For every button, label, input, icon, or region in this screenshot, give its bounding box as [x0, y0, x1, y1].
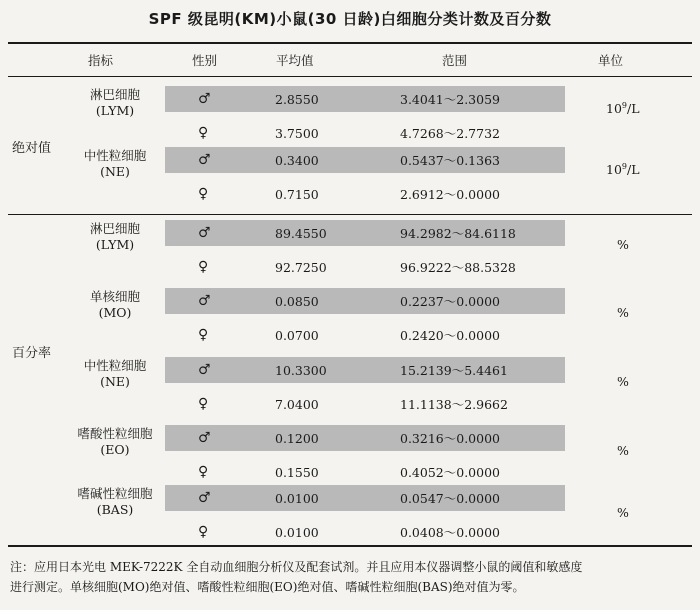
female-symbol: ♀: [198, 396, 209, 412]
male-range: 0.2237～0.0000: [400, 294, 500, 309]
female-mean: 0.0100: [275, 525, 319, 540]
female-symbol: ♀: [198, 327, 209, 343]
cell-abbr: (LYM): [95, 103, 135, 118]
female-range: 4.7268～2.7732: [400, 126, 500, 141]
male-range: 94.2982～84.6118: [400, 226, 516, 241]
unit-base: 10: [606, 101, 622, 116]
male-mean: 0.3400: [275, 153, 319, 168]
cell-abbr: (NE): [100, 374, 130, 389]
cell-name: 嗜碱性粒细胞: [77, 486, 153, 501]
female-mean: 92.7250: [275, 260, 327, 275]
group-percentage: 百分率: [12, 346, 52, 361]
cell-name: 淋巴细胞: [89, 87, 140, 102]
unit-label: %: [617, 505, 629, 520]
female-range: 11.1138～2.9662: [400, 397, 508, 412]
unit-label: %: [617, 374, 629, 389]
male-row-band: [165, 86, 565, 112]
male-range: 15.2139～5.4461: [400, 363, 508, 378]
female-range: 2.6912～0.0000: [400, 187, 500, 202]
male-symbol: ♂: [198, 362, 211, 378]
header-unit: 单位: [598, 53, 624, 68]
footnote-line-2: 进行测定。单核细胞(MO)绝对值、嗜酸性粒细胞(EO)绝对值、嗜碱性粒细胞(BAS)绝对值为零。: [10, 580, 525, 594]
female-symbol: ♀: [198, 125, 209, 141]
cell-abbr: (LYM): [95, 237, 135, 252]
header-mean: 平均值: [276, 53, 314, 68]
male-mean: 0.0850: [275, 294, 319, 309]
male-mean: 0.1200: [275, 431, 319, 446]
cell-abbr: (EO): [100, 442, 130, 457]
unit-label: [606, 162, 640, 178]
unit-base: 10: [606, 162, 622, 177]
male-range: 0.3216～0.0000: [400, 431, 500, 446]
female-symbol: ♀: [198, 524, 209, 540]
unit-tail: /L: [627, 101, 640, 116]
header-rule: [8, 76, 692, 77]
unit-exponent: 9: [621, 100, 627, 110]
unit-label: %: [617, 443, 629, 458]
unit-label: %: [617, 237, 629, 252]
table-title: SPF 级昆明(KM)小鼠(30 日龄)白细胞分类计数及百分数: [148, 10, 552, 28]
female-symbol: ♀: [198, 464, 209, 480]
male-symbol: ♂: [198, 91, 211, 107]
female-mean: 3.7500: [275, 126, 319, 141]
female-mean: 0.7150: [275, 187, 319, 202]
female-mean: 0.0700: [275, 328, 319, 343]
male-row-band: [165, 288, 565, 314]
female-range: 0.2420～0.0000: [400, 328, 500, 343]
header-range: 范围: [442, 53, 468, 68]
female-symbol: ♀: [198, 259, 209, 275]
header-sex: 性别: [192, 53, 218, 68]
cell-name: 嗜酸性粒细胞: [77, 426, 153, 441]
bottom-rule: [8, 545, 692, 547]
male-mean: 89.4550: [275, 226, 327, 241]
group-absolute: 绝对值: [12, 141, 52, 156]
cell-name: 中性粒细胞: [83, 358, 147, 373]
unit-tail: /L: [627, 162, 640, 177]
female-range: 96.9222～88.5328: [400, 260, 516, 275]
male-row-band: [165, 425, 565, 451]
male-range: 0.0547～0.0000: [400, 491, 500, 506]
male-symbol: ♂: [198, 152, 211, 168]
section-divider: [8, 214, 692, 215]
cell-abbr: (BAS): [96, 502, 134, 517]
male-symbol: ♂: [198, 430, 211, 446]
male-mean: 0.0100: [275, 491, 319, 506]
top-rule: [8, 42, 692, 44]
male-symbol: ♂: [198, 225, 211, 241]
unit-label: %: [617, 305, 629, 320]
male-range: 0.5437～0.1363: [400, 153, 500, 168]
cell-abbr: (NE): [100, 164, 130, 179]
unit-label: [606, 101, 640, 117]
unit-exponent: 9: [621, 161, 627, 171]
male-mean: 10.3300: [275, 363, 327, 378]
cell-abbr: (MO): [98, 305, 132, 320]
footnote: [10, 557, 690, 597]
female-symbol: ♀: [198, 186, 209, 202]
male-symbol: ♂: [198, 293, 211, 309]
header-indicator: 指标: [88, 53, 114, 68]
male-mean: 2.8550: [275, 92, 319, 107]
female-mean: 0.1550: [275, 465, 319, 480]
female-range: 0.4052～0.0000: [400, 465, 500, 480]
cell-name: 中性粒细胞: [83, 148, 147, 163]
cell-name: 单核细胞: [89, 289, 140, 304]
female-range: 0.0408～0.0000: [400, 525, 500, 540]
footnote-line-1: 注：应用日本光电 MEK-7222K 全自动血细胞分析仪及配套试剂。并且应用本仪器调整小鼠的阈值和敏感度: [10, 560, 583, 574]
male-row-band: [165, 147, 565, 173]
male-symbol: ♂: [198, 490, 211, 506]
male-range: 3.4041～2.3059: [400, 92, 500, 107]
male-row-band: [165, 485, 565, 511]
female-mean: 7.0400: [275, 397, 319, 412]
cell-name: 淋巴细胞: [89, 221, 140, 236]
